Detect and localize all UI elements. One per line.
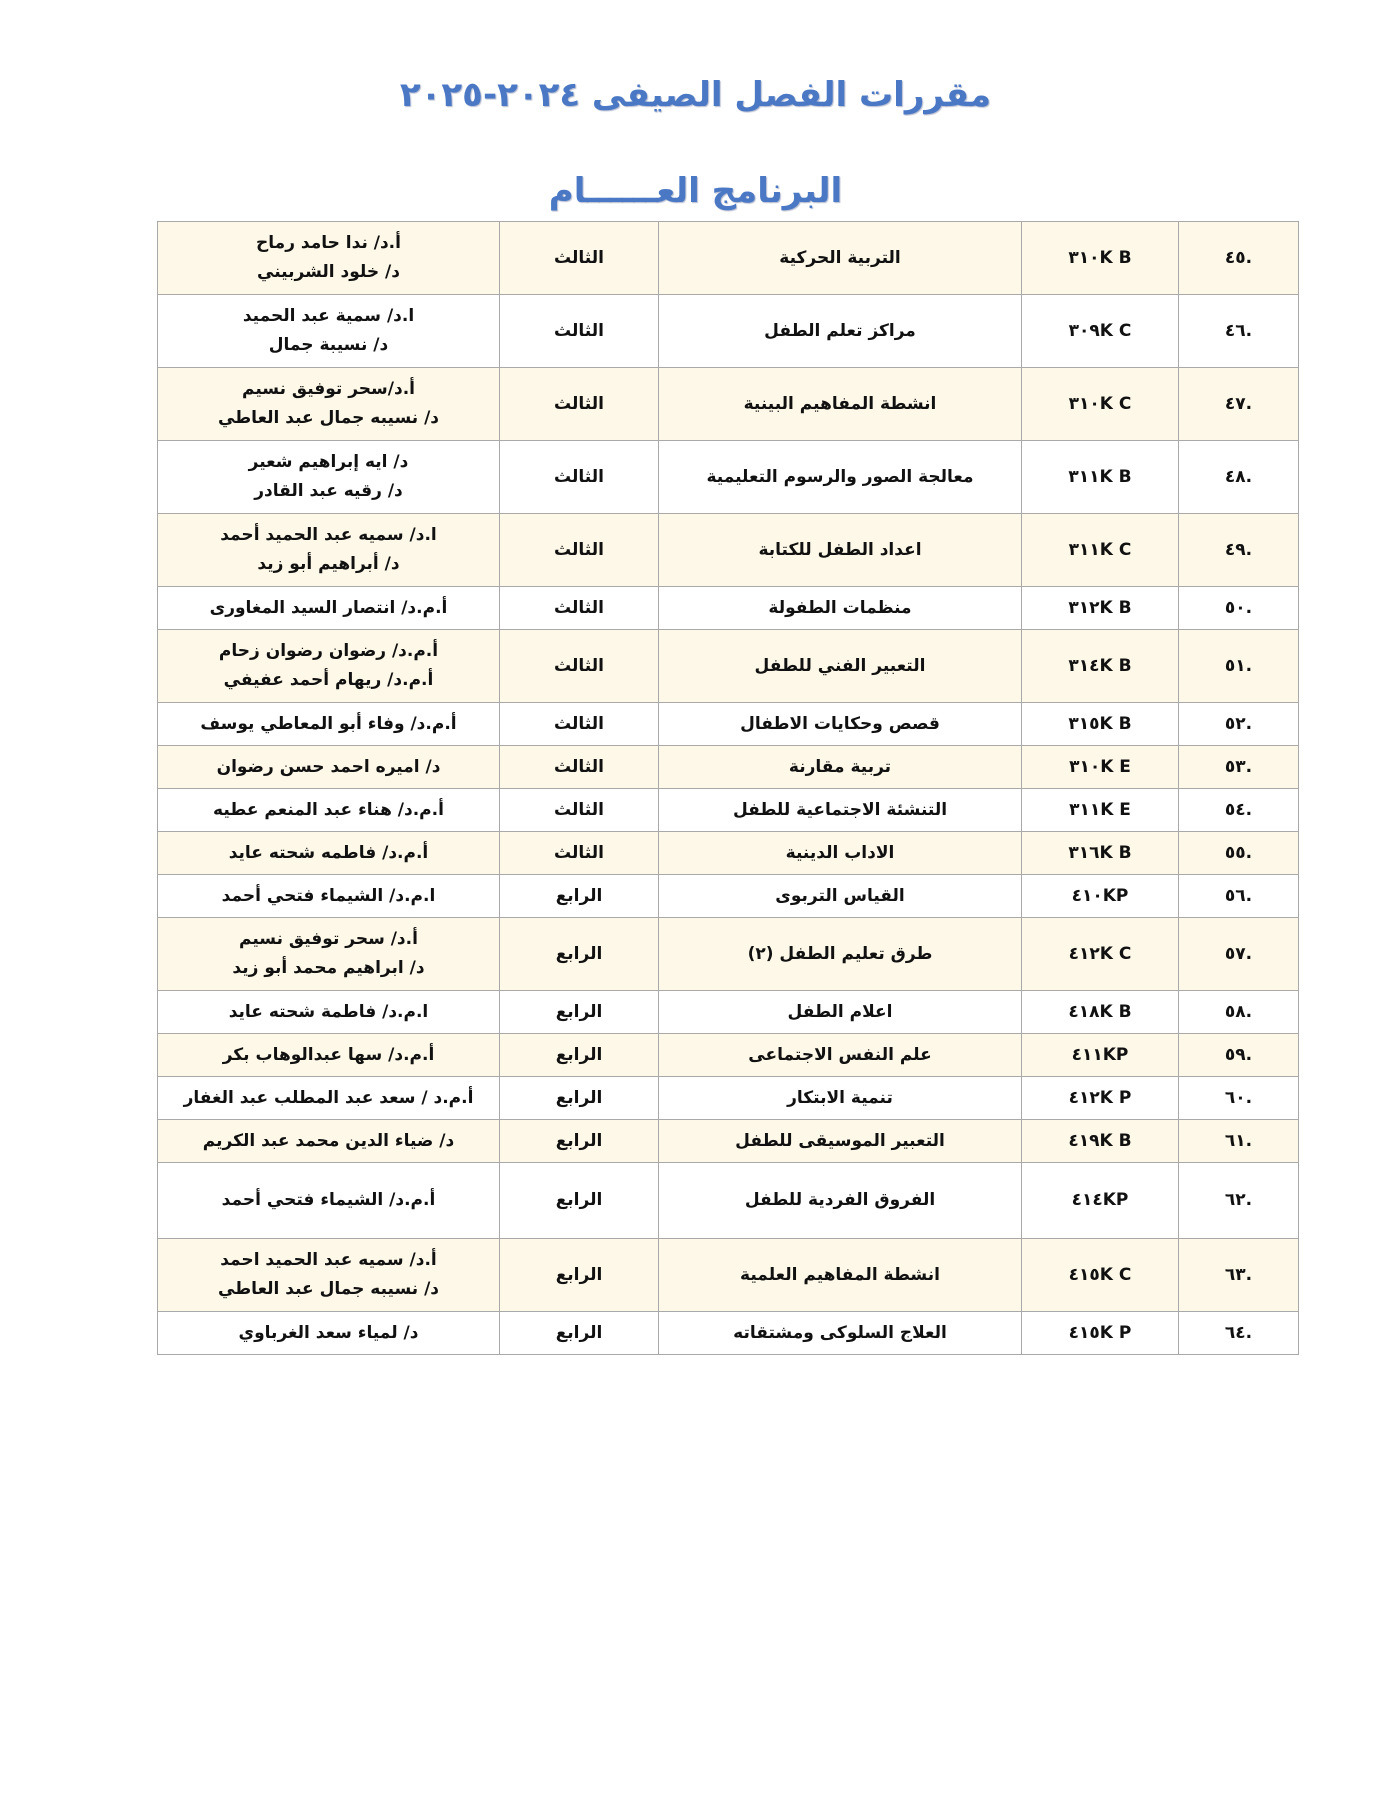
row-number: ٥٢. [1224,713,1253,734]
row-number-cell [1179,1034,1299,1077]
course-code-cell [1022,1034,1179,1077]
course-code-cell [1022,875,1179,918]
instructor-name: أ.د/ سميه عبد الحميد احمد [220,1250,437,1270]
course-code: ٤١٢K C [1068,943,1132,964]
instructor-name: ا.م.د/ فاطمة شحته عايد [228,1001,429,1022]
table-row [158,514,1299,587]
instructor-name: ا.د/ سميه عبد الحميد أحمد [220,525,437,545]
instructor-name: أ.م.د/ وفاء أبو المعاطي يوسف [200,713,457,734]
row-number: ٤٩. [1224,539,1253,560]
row-number: ٥٥. [1224,842,1253,863]
course-name: العلاج السلوكى ومشتقاته [659,1312,1022,1355]
course-name: تنمية الابتكار [659,1077,1022,1120]
row-number: ٤٧. [1224,393,1253,414]
course-level: الثالث [500,703,659,746]
course-code: ٣١٠K C [1068,393,1132,414]
course-code-cell [1022,1163,1179,1239]
table-row [158,789,1299,832]
course-level: الثالث [500,222,659,295]
course-level: الثالث [500,746,659,789]
course-name: اعداد الطفل للكتابة [659,514,1022,587]
course-name: علم النفس الاجتماعى [659,1034,1022,1077]
course-level: الرابع [500,1163,659,1239]
table-row [158,1312,1299,1355]
instructors-cell [158,1077,500,1120]
table-row [158,587,1299,630]
course-code-cell [1022,1077,1179,1120]
course-name: انشطة المفاهيم البينية [659,368,1022,441]
row-number-cell [1179,514,1299,587]
course-name: الفروق الفردية للطفل [659,1163,1022,1239]
instructor-name: أ.م.د/ انتصار السيد المغاورى [209,597,448,618]
row-number: ٤٥. [1224,247,1253,268]
course-code: ٤١٥K P [1068,1322,1132,1343]
course-code: ٣١١K B [1068,466,1132,487]
course-code: ٣١٦K B [1068,842,1132,863]
row-number: ٥٨. [1224,1001,1253,1022]
instructors-cell [158,1120,500,1163]
row-number-cell [1179,1239,1299,1312]
course-level: الثالث [500,630,659,703]
table-row [158,1077,1299,1120]
row-number-cell [1179,991,1299,1034]
instructors-cell [158,875,500,918]
instructors-cell [158,703,500,746]
course-level: الرابع [500,991,659,1034]
table-row [158,875,1299,918]
instructor-name: أ.م.د/ رضوان رضوان زحام [218,641,439,661]
instructors-cell [158,295,500,368]
instructor-name: ا.د/ سمية عبد الحميد [242,306,415,326]
row-number: ٦٤. [1224,1322,1253,1343]
table-row [158,1034,1299,1077]
course-code-cell [1022,1120,1179,1163]
course-code-cell [1022,222,1179,295]
course-name: الاداب الدينية [659,832,1022,875]
course-level: الثالث [500,295,659,368]
row-number-cell [1179,1163,1299,1239]
row-number: ٦١. [1224,1130,1253,1151]
table-row [158,1239,1299,1312]
instructor-name: د/ ضياء الدين محمد عبد الكريم [202,1130,455,1151]
row-number-cell [1179,295,1299,368]
course-level: الرابع [500,918,659,991]
course-code-cell [1022,832,1179,875]
course-level: الثالث [500,514,659,587]
course-code: ٣٠٩K C [1068,320,1132,341]
row-number: ٥٠. [1224,597,1253,618]
table-row [158,1120,1299,1163]
course-code-cell [1022,368,1179,441]
page-title: مقررات الفصل الصيفى ٢٠٢٤-٢٠٢٥ [399,75,992,115]
course-code-cell [1022,1239,1179,1312]
course-name: تربية مقارنة [659,746,1022,789]
course-code: ٣١١K E [1069,799,1131,820]
course-name: التعبير الفني للطفل [659,630,1022,703]
instructor-name: أ.د/ سحر توفيق نسيم [239,929,418,949]
instructor-name: أ.م.د/ فاطمه شحته عايد [228,842,429,863]
instructor-name: د/ ايه إبراهيم شعير [248,452,409,472]
course-name: قصص وحكايات الاطفال [659,703,1022,746]
row-number-cell [1179,875,1299,918]
row-number-cell [1179,587,1299,630]
instructors-cell [158,1034,500,1077]
table-row [158,991,1299,1034]
course-code: ٤١٢K P [1068,1087,1132,1108]
instructor-name: د/ اميره احمد حسن رضوان [216,756,441,777]
instructors-cell [158,368,500,441]
course-code: ٣١٠K B [1068,247,1132,268]
instructor-name: د/ أبراهيم أبو زيد [257,554,400,574]
row-number-cell [1179,746,1299,789]
course-code: ٤١١KP [1071,1044,1129,1065]
instructors-cell [158,991,500,1034]
course-code: ٤١٤KP [1071,1190,1129,1210]
instructor-name: أ.م.د/ هناء عبد المنعم عطيه [213,799,444,820]
instructor-name: أ.م.د / سعد عبد المطلب عبد الغفار [183,1087,474,1108]
course-code: ٤١٠KP [1071,885,1129,906]
row-number: ٥٩. [1224,1044,1253,1065]
table-row [158,630,1299,703]
instructor-name: د/ نسيبه جمال عبد العاطي [217,408,440,428]
course-level: الثالث [500,789,659,832]
instructor-name: د/ ابراهيم محمد أبو زيد [232,958,425,978]
row-number-cell [1179,368,1299,441]
row-number: ٦٠. [1224,1087,1253,1108]
instructors-cell [158,1163,500,1239]
course-code-cell [1022,295,1179,368]
course-name: معالجة الصور والرسوم التعليمية [659,441,1022,514]
instructors-cell [158,918,500,991]
table-row [158,295,1299,368]
instructor-name: د/ نسيبه جمال عبد العاطي [217,1279,440,1299]
row-number: ٦٢. [1224,1190,1253,1210]
course-code: ٣١١K C [1068,539,1132,560]
row-number: ٥٧. [1224,943,1253,964]
course-name: مراكز تعلم الطفل [659,295,1022,368]
instructors-cell [158,441,500,514]
table-row [158,368,1299,441]
course-level: الثالث [500,587,659,630]
course-code-cell [1022,703,1179,746]
course-code-cell [1022,630,1179,703]
course-code-cell [1022,918,1179,991]
instructor-name: أ.د/ ندا حامد رماح [256,233,401,253]
table-row [158,703,1299,746]
course-name: التربية الحركية [659,222,1022,295]
instructor-name: د/ خلود الشربيني [257,262,400,282]
row-number-cell [1179,832,1299,875]
row-number: ٥٣. [1224,756,1253,777]
table-row [158,918,1299,991]
row-number-cell [1179,1077,1299,1120]
course-name: انشطة المفاهيم العلمية [659,1239,1022,1312]
row-number: ٥١. [1224,655,1253,676]
row-number-cell [1179,789,1299,832]
table-row [158,441,1299,514]
courses-table [157,221,1299,1355]
course-code: ٣١٠K E [1069,756,1131,777]
instructors-cell [158,222,500,295]
instructor-name: أ.م.د/ ريهام أحمد عفيفي [223,670,434,690]
course-code-cell [1022,746,1179,789]
instructors-cell [158,789,500,832]
course-level: الرابع [500,875,659,918]
course-code-cell [1022,514,1179,587]
course-code-cell [1022,789,1179,832]
row-number-cell [1179,918,1299,991]
courses-table-body [158,222,1299,1355]
course-name: التنشئة الاجتماعية للطفل [659,789,1022,832]
instructors-cell [158,746,500,789]
course-level: الثالث [500,441,659,514]
instructors-cell [158,514,500,587]
instructor-name: أ.م.د/ الشيماء فتحي أحمد [221,1190,436,1210]
table-row [158,222,1299,295]
course-code: ٤١٨K B [1068,1001,1132,1022]
course-level: الرابع [500,1077,659,1120]
course-code: ٣١٢K B [1068,597,1132,618]
row-number-cell [1179,441,1299,514]
row-number: ٤٨. [1224,466,1253,487]
instructors-cell [158,587,500,630]
row-number: ٥٤. [1224,799,1253,820]
table-row [158,1163,1299,1239]
instructor-name: د/ لمياء سعد الغرباوي [238,1322,419,1343]
instructor-name: ا.م.د/ الشيماء فتحي أحمد [221,885,436,906]
course-code: ٣١٥K B [1068,713,1132,734]
course-level: الرابع [500,1034,659,1077]
course-code: ٤١٥K C [1068,1264,1132,1285]
course-level: الثالث [500,832,659,875]
row-number: ٥٦. [1224,885,1253,906]
course-code: ٤١٩K B [1068,1130,1132,1151]
course-code-cell [1022,441,1179,514]
course-code-cell [1022,1312,1179,1355]
course-name: طرق تعليم الطفل (٢) [659,918,1022,991]
instructors-cell [158,1312,500,1355]
instructors-cell [158,630,500,703]
instructor-name: د/ نسيبة جمال [268,335,389,355]
row-number-cell [1179,1120,1299,1163]
course-name: اعلام الطفل [659,991,1022,1034]
row-number-cell [1179,703,1299,746]
row-number: ٤٦. [1224,320,1253,341]
row-number: ٦٣. [1224,1264,1253,1285]
course-name: التعبير الموسيقى للطفل [659,1120,1022,1163]
row-number-cell [1179,1312,1299,1355]
instructors-cell [158,832,500,875]
instructor-name: د/ رقيه عبد القادر [254,481,403,501]
program-title: البرنامج العــــــام [548,171,843,211]
table-row [158,746,1299,789]
instructor-name: أ.د/سحر توفيق نسيم [242,379,415,399]
course-name: منظمات الطفولة [659,587,1022,630]
course-level: الرابع [500,1312,659,1355]
course-level: الرابع [500,1239,659,1312]
row-number-cell [1179,630,1299,703]
instructor-name: أ.م.د/ سها عبدالوهاب بكر [222,1044,435,1065]
course-code-cell [1022,991,1179,1034]
course-code: ٣١٤K B [1068,655,1132,676]
course-level: الثالث [500,368,659,441]
row-number-cell [1179,222,1299,295]
course-code-cell [1022,587,1179,630]
table-row [158,832,1299,875]
course-name: القياس التربوى [659,875,1022,918]
course-level: الرابع [500,1120,659,1163]
instructors-cell [158,1239,500,1312]
